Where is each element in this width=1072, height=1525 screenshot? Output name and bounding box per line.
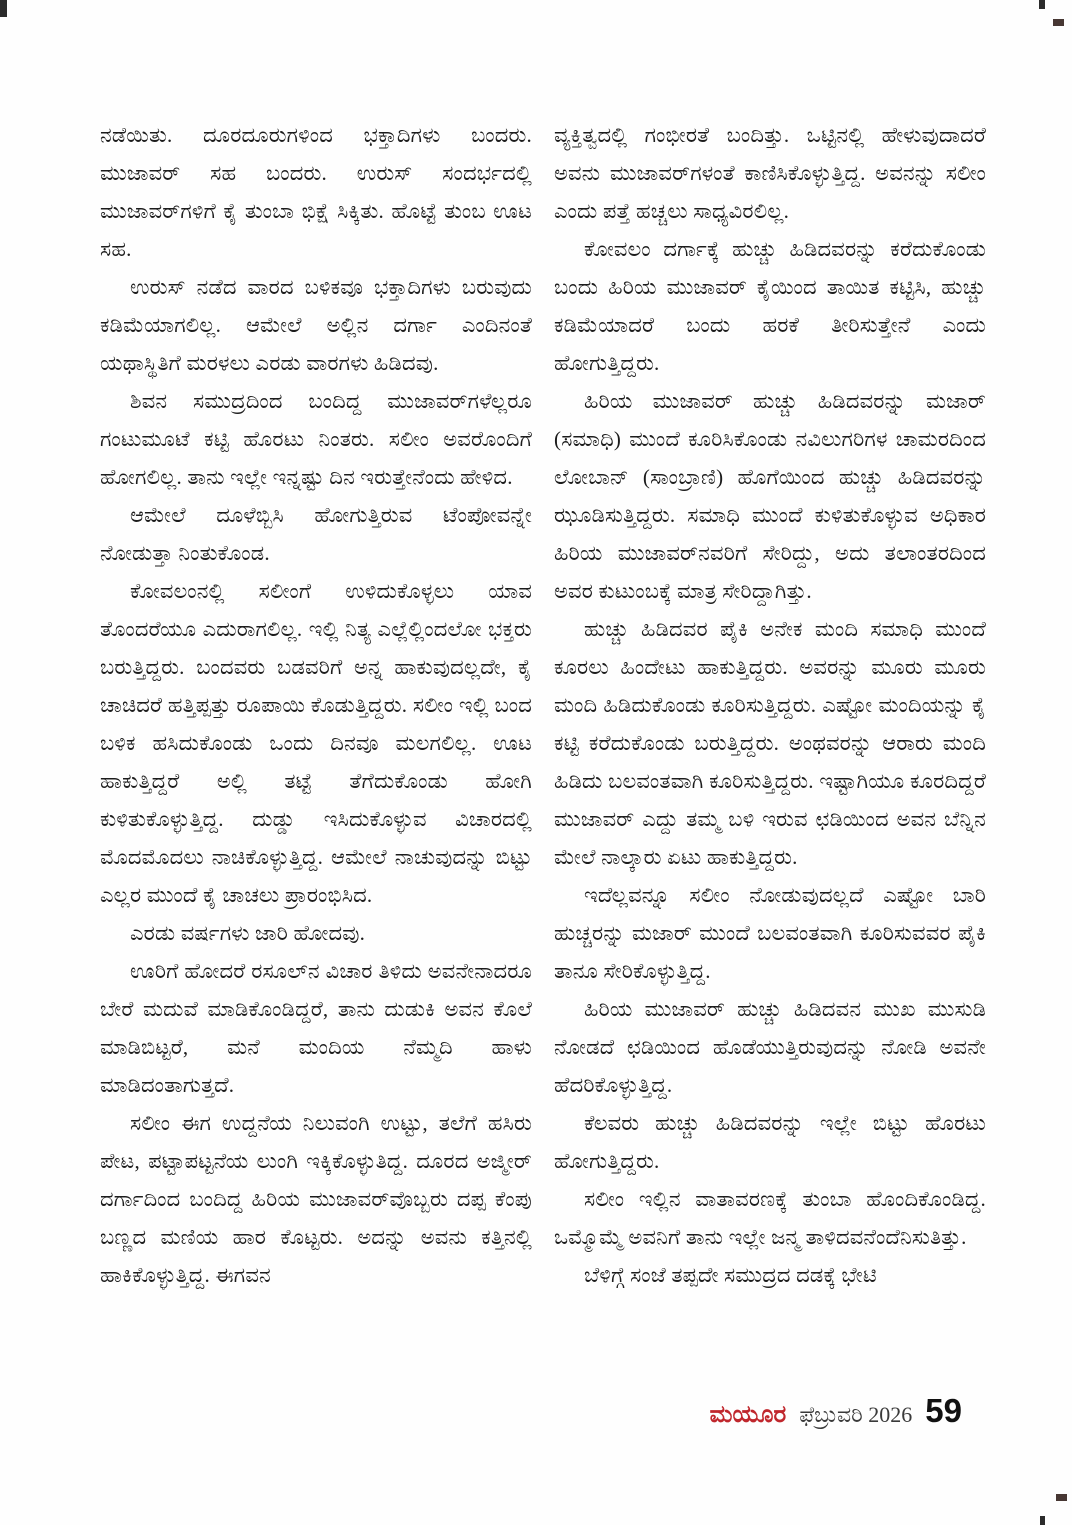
paragraph: ಬೆಳಿಗ್ಗೆ ಸಂಜೆ ತಪ್ಪದೇ ಸಮುದ್ರದ ದಡಕ್ಕೆ ಭೇಟಿ <box>584 1263 877 1287</box>
registration-mark-bottom-right <box>1056 1494 1067 1501</box>
issue-date: ಫೆಬ್ರುವರಿ 2026 <box>799 1402 913 1427</box>
paragraph: ಕೆಲವರು ಹುಚ್ಚು ಹಿಡಿದವರನ್ನು ಇಲ್ಲೇ ಬಿಟ್ಟು ಹೊರಟು ಹೋಗುತ್ತಿದ್ದರು. <box>554 1111 986 1173</box>
left-column <box>100 116 532 1411</box>
paragraph: ಇದೆಲ್ಲವನ್ನೂ ಸಲೀಂ ನೋಡುವುದಲ್ಲದೆ ಎಷ್ಟೋ ಬಾರಿ ಹುಚ್ಚರನ್ನು ಮಜಾರ್ ಮುಂದೆ ಬಲವಂತವಾಗಿ ಕೂರಿಸುವವರ ಪೈಕಿ ತಾನೂ ಸೇರಿಕೊಳ್ಳುತ್ತಿದ್ದ. <box>554 883 986 983</box>
registration-mark-top-right <box>1053 19 1064 26</box>
paragraph: ವ್ಯಕ್ತಿತ್ವದಲ್ಲಿ ಗಂಭೀರತೆ ಬಂದಿತ್ತು. ಒಟ್ಟಿನಲ್ಲಿ ಹೇಳುವುದಾದರೆ ಅವನು ಮುಜಾವರ್‌ಗಳಂತೆ ಕಾಣಿಸಿಕೊಳ್ಳುತ್ತಿದ್ದ. ಅವನನ್ನು ಸಲೀಂ ಎಂದು ಪತ್ತೆ ಹಚ್ಚಲು ಸಾಧ್ಯವಿರಲಿಲ್ಲ. <box>554 123 986 223</box>
paragraph: ಹಿರಿಯ ಮುಜಾವರ್ ಹುಚ್ಚು ಹಿಡಿದವರನ್ನು ಮಜಾರ್ (ಸಮಾಧಿ) ಮುಂದೆ ಕೂರಿಸಿಕೊಂಡು ನವಿಲುಗರಿಗಳ ಚಾಮರದಿಂದ ಲೋಬಾನ್ (ಸಾಂಬ್ರಾಣಿ) ಹೊಗೆಯಿಂದ ಹುಚ್ಚು ಹಿಡಿದವರನ್ನು ಝೂಡಿಸುತ್ತಿದ್ದರು. ಸಮಾಧಿ ಮುಂದೆ ಕುಳಿತುಕೊಳ್ಳುವ ಅಧಿಕಾರ ಹಿರಿಯ ಮುಜಾವರ್‌ನವರಿಗೆ ಸೇರಿದ್ದು, ಅದು ತಲಾಂತರದಿಂದ ಅವರ ಕುಟುಂಬಕ್ಕೆ ಮಾತ್ರ ಸೇರಿದ್ದಾಗಿತ್ತು. <box>554 389 986 603</box>
paragraph: ಕೋವಲಂನಲ್ಲಿ ಸಲೀಂಗೆ ಉಳಿದುಕೊಳ್ಳಲು ಯಾವ ತೊಂದರೆಯೂ ಎದುರಾಗಲಿಲ್ಲ. ಇಲ್ಲಿ ನಿತ್ಯ ಎಲ್ಲೆಲ್ಲಿಂದಲೋ ಭಕ್ತರು ಬರುತ್ತಿದ್ದರು. ಬಂದವರು ಬಡವರಿಗೆ ಅನ್ನ ಹಾಕುವುದಲ್ಲದೇ, ಕೈ ಚಾಚಿದರೆ ಹತ್ತಿಪ್ಪತ್ತು ರೂಪಾಯಿ ಕೊಡುತ್ತಿದ್ದರು. ಸಲೀಂ ಇಲ್ಲಿ ಬಂದ ಬಳಿಕ ಹಸಿದುಕೊಂಡು ಒಂದು ದಿನವೂ ಮಲಗಲಿಲ್ಲ. ಊಟ ಹಾಕುತ್ತಿದ್ದರೆ ಅಲ್ಲಿ ತಟ್ಟೆ ತೆಗೆದುಕೊಂಡು ಹೋಗಿ ಕುಳಿತುಕೊಳ್ಳುತ್ತಿದ್ದ. ದುಡ್ಡು ಇಸಿದುಕೊಳ್ಳುವ ವಿಚಾರದಲ್ಲಿ ಮೊದಮೊದಲು ನಾಚಿಕೊಳ್ಳುತ್ತಿದ್ದ. ಆಮೇಲೆ ನಾಚುವುದನ್ನು ಬಿಟ್ಟು ಎಲ್ಲರ ಮುಂದೆ ಕೈ ಚಾಚಲು ಪ್ರಾರಂಭಿಸಿದ. <box>100 579 532 907</box>
paragraph: ಸಲೀಂ ಇಲ್ಲಿನ ವಾತಾವರಣಕ್ಕೆ ತುಂಬಾ ಹೊಂದಿಕೊಂಡಿದ್ದ. ಒಮ್ಮೊಮ್ಮೆ ಅವನಿಗೆ ತಾನು ಇಲ್ಲೇ ಜನ್ಮ ತಾಳಿದವನೆಂದೆನಿಸುತಿತ್ತು. <box>554 1187 986 1249</box>
registration-mark-bottom-center <box>1040 1516 1045 1525</box>
page-number: 59 <box>925 1392 962 1429</box>
paragraph: ಸಲೀಂ ಈಗ ಉದ್ದನೆಯ ನಿಲುವಂಗಿ ಉಟ್ಟು, ತಲೆಗೆ ಹಸಿರು ಪೇಟ, ಪಟ್ಟಾಪಟ್ಟನೆಯ ಲುಂಗಿ ಇಕ್ಕಿಕೊಳ್ಳುತಿದ್ದ. ದೂರದ ಅಜ್ಮೀರ್ ದರ್ಗಾದಿಂದ ಬಂದಿದ್ದ ಹಿರಿಯ ಮುಜಾವರ್‌ವೊಬ್ಬರು ದಪ್ಪ ಕೆಂಪು ಬಣ್ಣದ ಮಣಿಯ ಹಾರ ಕೊಟ್ಟರು. ಅದನ್ನು ಅವನು ಕತ್ತಿನಲ್ಲಿ ಹಾಕಿಕೊಳ್ಳುತ್ತಿದ್ದ. ಈಗವನ <box>100 1111 532 1287</box>
paragraph: ಹಿರಿಯ ಮುಜಾವರ್ ಹುಚ್ಚು ಹಿಡಿದವನ ಮುಖ ಮುಸುಡಿ ನೋಡದೆ ಛಡಿಯಿಂದ ಹೊಡೆಯುತ್ತಿರುವುದನ್ನು ನೋಡಿ ಅವನೇ ಹೆದರಿಕೊಳ್ಳುತ್ತಿದ್ದ. <box>554 997 986 1097</box>
paragraph: ನಡೆಯಿತು. ದೂರದೂರುಗಳಿಂದ ಭಕ್ತಾದಿಗಳು ಬಂದರು. ಮುಜಾವರ್ ಸಹ ಬಂದರು. ಉರುಸ್ ಸಂದರ್ಭದಲ್ಲಿ ಮುಜಾವರ್‌ಗಳಿಗೆ ಕೈ ತುಂಬಾ ಭಿಕ್ಷೆ ಸಿಕ್ಕಿತು. ಹೊಟ್ಟೆ ತುಂಬ ಊಟ ಸಹ. <box>100 123 532 261</box>
registration-mark-top-center <box>1039 0 1045 9</box>
paragraph: ಕೋವಲಂ ದರ್ಗಾಕ್ಕೆ ಹುಚ್ಚು ಹಿಡಿದವರನ್ನು ಕರೆದುಕೊಂಡು ಬಂದು ಹಿರಿಯ ಮುಜಾವರ್ ಕೈಯಿಂದ ತಾಯಿತ ಕಟ್ಟಿಸಿ, ಹುಚ್ಚು ಕಡಿಮೆಯಾದರೆ ಬಂದು ಹರಕೆ ತೀರಿಸುತ್ತೇನೆ ಎಂದು ಹೋಗುತ್ತಿದ್ದರು. <box>554 237 986 375</box>
magazine-name: ಮಯೂರ <box>709 1402 787 1428</box>
registration-mark-top-left <box>0 0 7 17</box>
right-column <box>554 116 986 1411</box>
paragraph: ಊರಿಗೆ ಹೋದರೆ ರಸೂಲ್‌ನ ವಿಚಾರ ತಿಳಿದು ಅವನೇನಾದರೂ ಬೇರೆ ಮದುವೆ ಮಾಡಿಕೊಂಡಿದ್ದರೆ, ತಾನು ದುಡುಕಿ ಅವನ ಕೊಲೆ ಮಾಡಿಬಿಟ್ಟರೆ, ಮನೆ ಮಂದಿಯ ನೆಮ್ಮದಿ ಹಾಳು ಮಾಡಿದಂತಾಗುತ್ತದೆ. <box>100 959 532 1097</box>
page-footer <box>710 1392 962 1430</box>
paragraph: ಉರುಸ್ ನಡೆದ ವಾರದ ಬಳಿಕವೂ ಭಕ್ತಾದಿಗಳು ಬರುವುದು ಕಡಿಮೆಯಾಗಲಿಲ್ಲ. ಆಮೇಲೆ ಅಲ್ಲಿನ ದರ್ಗಾ ಎಂದಿನಂತೆ ಯಥಾಸ್ಥಿತಿಗೆ ಮರಳಲು ಎರಡು ವಾರಗಳು ಹಿಡಿದವು. <box>100 275 532 375</box>
paragraph: ಆಮೇಲೆ ದೂಳೆಬ್ಬಿಸಿ ಹೋಗುತ್ತಿರುವ ಟೆಂಪೋವನ್ನೇ ನೋಡುತ್ತಾ ನಿಂತುಕೊಂಡ. <box>100 503 532 565</box>
paragraph: ಹುಚ್ಚು ಹಿಡಿದವರ ಪೈಕಿ ಅನೇಕ ಮಂದಿ ಸಮಾಧಿ ಮುಂದೆ ಕೂರಲು ಹಿಂದೇಟು ಹಾಕುತ್ತಿದ್ದರು. ಅವರನ್ನು ಮೂರು ಮೂರು ಮಂದಿ ಹಿಡಿದುಕೊಂಡು ಕೂರಿಸುತ್ತಿದ್ದರು. ಎಷ್ಟೋ ಮಂದಿಯನ್ನು ಕೈ ಕಟ್ಟಿ ಕರೆದುಕೊಂಡು ಬರುತ್ತಿದ್ದರು. ಅಂಥವರನ್ನು ಆರಾರು ಮಂದಿ ಹಿಡಿದು ಬಲವಂತವಾಗಿ ಕೂರಿಸುತ್ತಿದ್ದರು. ಇಷ್ಟಾಗಿಯೂ ಕೂರದಿದ್ದರೆ ಮುಜಾವರ್ ಎದ್ದು ತಮ್ಮ ಬಳಿ ಇರುವ ಛಡಿಯಿಂದ ಅವನ ಬೆನ್ನಿನ ಮೇಲೆ ನಾಲ್ಕಾರು ಏಟು ಹಾಕುತ್ತಿದ್ದರು. <box>554 617 986 869</box>
paragraph: ಶಿವನ ಸಮುದ್ರದಿಂದ ಬಂದಿದ್ದ ಮುಜಾವರ್‌ಗಳೆಲ್ಲರೂ ಗಂಟುಮೂಟೆ ಕಟ್ಟಿ ಹೊರಟು ನಿಂತರು. ಸಲೀಂ ಅವರೊಂದಿಗೆ ಹೋಗಲಿಲ್ಲ. ತಾನು ಇಲ್ಲೇ ಇನ್ನಷ್ಟು ದಿನ ಇರುತ್ತೇನೆಂದು ಹೇಳಿದ. <box>100 389 532 489</box>
paragraph: ಎರಡು ವರ್ಷಗಳು ಜಾರಿ ಹೋದವು. <box>130 921 366 945</box>
article-body <box>100 116 986 1411</box>
